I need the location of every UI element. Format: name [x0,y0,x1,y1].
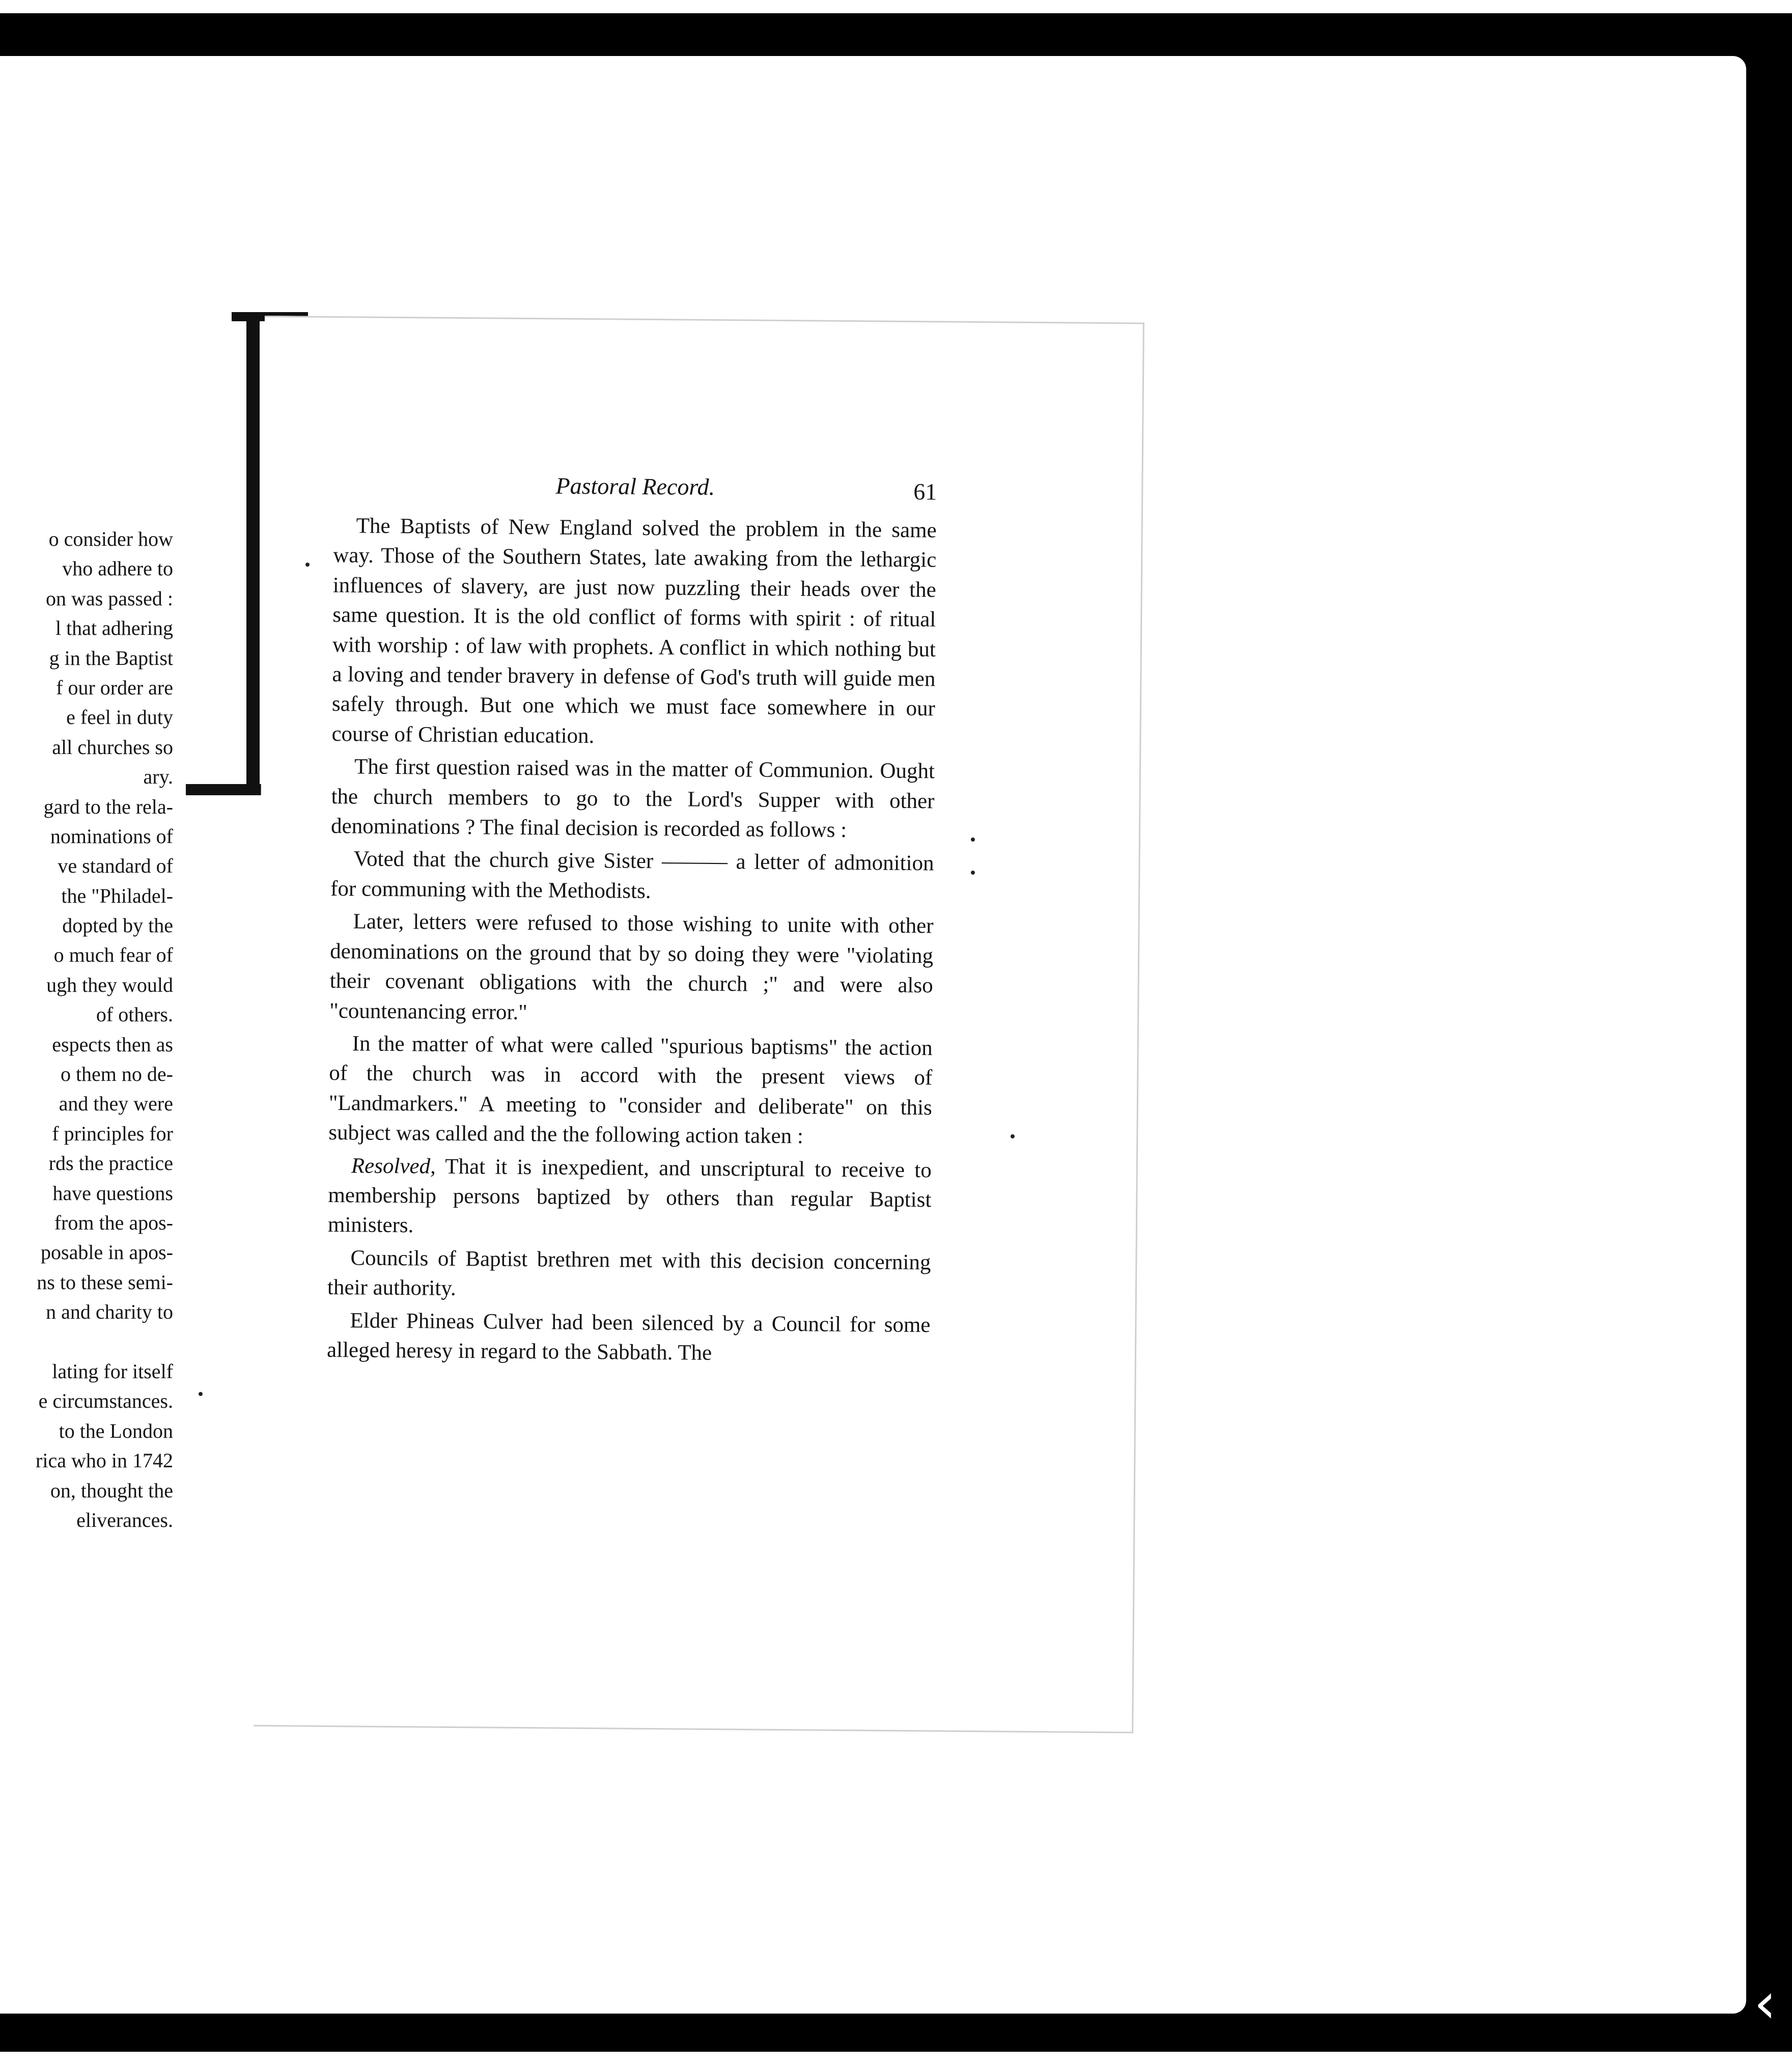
resolution-paragraph [328,1151,932,1245]
paragraph: Councils of Baptist brethren met with this decision concerning their authority. [327,1246,931,1301]
left-line: ns to these semi- [37,1270,173,1294]
paragraph: In the matter of what were called "spurious baptisms" the action of the church was in accord with the present views of "Landmarkers." A meeting to "consider and deliberate" on this subject was called and the the following action taken : [328,1031,933,1149]
left-line: o them no de- [60,1063,173,1086]
left-line: rds the practice [48,1152,173,1175]
left-line: lating for itself [52,1359,173,1383]
stray-mark [305,563,310,567]
left-line: o much fear of [53,943,173,967]
left-page [0,316,252,1843]
left-page-text [0,524,173,1535]
bottom-page-edge [0,2052,1792,2065]
left-line: n and charity to [46,1300,173,1324]
left-line: ve standard of [58,854,173,878]
resolved-text: That it is inexpedient, and unscriptural to receive to membership persons baptized by others than regular Baptist ministers. [327,1154,932,1238]
left-line: of others. [96,1003,173,1026]
stray-mark [971,838,975,842]
left-line: on, thought the [50,1478,173,1502]
paragraph: Voted that the church give Sister ——— a letter of admonition for communing with the Methodists. [330,847,934,903]
left-line: and they were [59,1092,173,1115]
left-line: the "Philadel- [61,884,173,907]
right-scan-border [1746,56,1792,2021]
chevron-left-icon: ‹ [1754,1970,1776,2035]
left-line: o consider how [48,527,173,550]
left-line: from the apos- [54,1211,173,1234]
left-line [0,1327,173,1357]
running-head [333,470,937,516]
left-line: on was passed : [46,587,173,610]
left-line: eliverances. [76,1508,173,1531]
stray-mark [971,871,975,875]
paragraph: The first question raised was in the matter of Communion. Ought the church members to go to the Lord's Supper with other denominations ? The final decision is recorded as follows : [330,755,935,843]
stray-mark [199,1392,203,1396]
left-line: gard to the rela- [43,795,173,818]
left-line: to the London [59,1419,173,1442]
left-line: all churches so [52,735,173,759]
left-line: e circumstances. [38,1389,173,1413]
left-line: ary. [143,765,173,789]
page-number: 61 [913,479,937,505]
left-line: rica who in 1742 [36,1449,173,1472]
left-line: l that adhering [55,617,173,640]
left-line: e feel in duty [66,706,173,729]
left-line: f principles for [52,1122,173,1145]
paragraph: The Baptists of New England solved the problem in the same way. Those of the Southern States, late awaking from the lethargic influences of slavery, are just now puzzling their heads over the same question. It is the old conflict of forms with spirit : of ritual with worship : of law with prophets. A conflict in which nothing but a loving and tender bravery in defense of God's truth will guide men safely through. But one which we must face somewhere in our course of Christian education. [331,514,937,748]
left-line: g in the Baptist [49,646,173,669]
left-line: ugh they would [46,973,173,996]
paragraph: Later, letters were refused to those wishing to unite with other denominations on the ground that by so doing they were "violating their covenant obligations with the church ;" and were also "countenancing error." [329,909,934,1024]
left-line: vho adhere to [62,557,173,580]
resolved-label: Resolved, [351,1153,436,1179]
book-spine-gutter [246,320,260,786]
left-line: posable in apos- [41,1241,173,1264]
top-page-edge [0,0,1792,13]
left-line: espects then as [52,1032,173,1056]
stray-mark [1011,1134,1015,1138]
right-page [254,316,1144,1733]
paragraph: Elder Phineas Culver had been silenced by a Council for some alleged heresy in regard to the Sabbath. The [326,1308,931,1365]
left-line: have questions [52,1181,173,1205]
page-content [327,470,937,1370]
left-line: f our order are [56,676,173,699]
left-line: dopted by the [62,914,173,937]
running-title: Pastoral Record. [555,472,715,500]
left-line: nominations of [50,824,173,848]
